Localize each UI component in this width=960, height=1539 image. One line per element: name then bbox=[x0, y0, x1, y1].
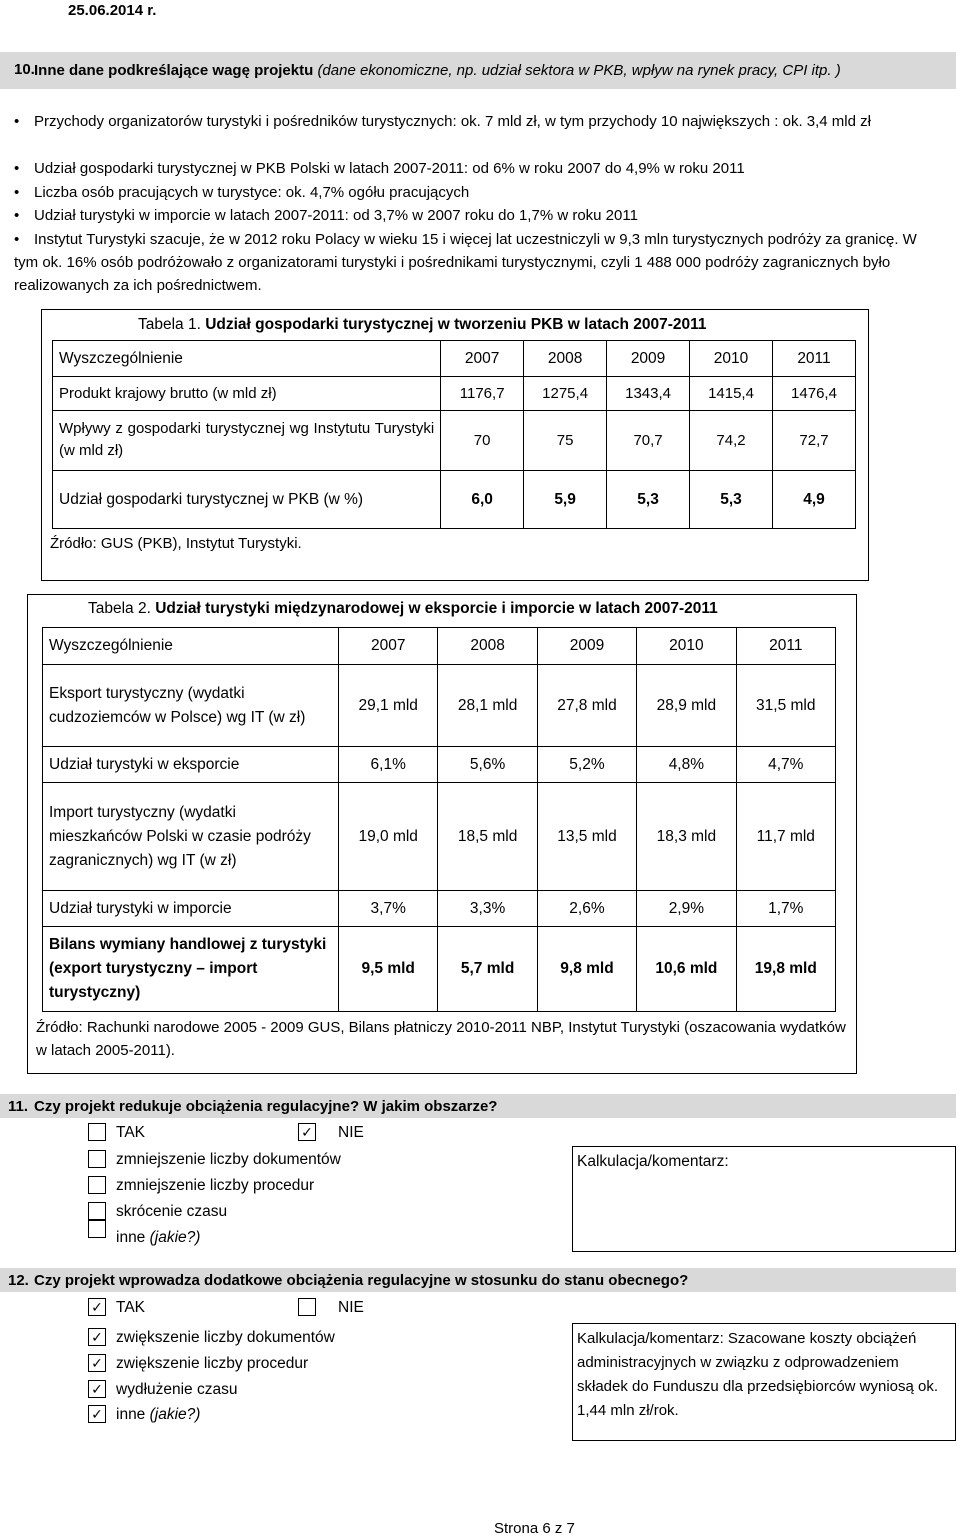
table-2-cell: 5,6% bbox=[438, 747, 537, 783]
section-12-other-italic: (jakie?) bbox=[149, 1406, 201, 1423]
section-11-number: 11. bbox=[8, 1098, 29, 1115]
section-10-title bbox=[34, 61, 934, 81]
table-2-header-label: Wyszczególnienie bbox=[43, 628, 339, 665]
bullet-5 bbox=[14, 228, 939, 297]
section-11-option-3-checkbox[interactable] bbox=[88, 1202, 106, 1220]
section-12-option-3-checkbox[interactable]: ✓ bbox=[88, 1380, 106, 1398]
table-2-caption bbox=[88, 600, 718, 618]
section-12-option-1-checkbox[interactable]: ✓ bbox=[88, 1328, 106, 1346]
table-2-row-label: Eksport turystyczny (wydatki cudzoziemców w Polsce) wg IT (w zł) bbox=[43, 665, 339, 747]
table-1-cell: 75 bbox=[524, 411, 607, 471]
table-1-cell: 70,7 bbox=[607, 411, 690, 471]
section-12-tak-checkbox[interactable]: ✓ bbox=[88, 1298, 106, 1316]
table-2-cell: 11,7 mld bbox=[736, 783, 835, 891]
bullet-4-text: Udział turystyki w imporcie w latach 2007-2011: od 3,7% w 2007 roku do 1,7% w roku 2011 bbox=[34, 207, 638, 224]
table-1-cell: 5,3 bbox=[690, 471, 773, 529]
table-1-cell: 1176,7 bbox=[441, 377, 524, 411]
section-11-tak-label: TAK bbox=[116, 1124, 145, 1141]
table-row bbox=[53, 471, 856, 529]
section-12-option-other-checkbox[interactable]: ✓ bbox=[88, 1405, 106, 1423]
bullet-dot: • bbox=[14, 160, 20, 177]
table-1-cell: 74,2 bbox=[690, 411, 773, 471]
bullet-dot: • bbox=[14, 184, 20, 201]
table-2-cell: 4,7% bbox=[736, 747, 835, 783]
table-2-row-label: Bilans wymiany handlowej z turystyki (export turystyczny – import turystyczny) bbox=[43, 927, 339, 1012]
table-1-caption-prefix: Tabela 1. bbox=[138, 316, 206, 333]
table-2-caption-text: Udział turystyki międzynarodowej w eksporcie i imporcie w latach 2007-2011 bbox=[155, 600, 718, 617]
section-12-comment-box[interactable] bbox=[572, 1323, 956, 1441]
table-row bbox=[43, 665, 836, 747]
table-2 bbox=[42, 627, 836, 1012]
bullet-4 bbox=[14, 204, 954, 227]
table-row bbox=[43, 927, 836, 1012]
section-11-other-text: inne bbox=[116, 1229, 150, 1246]
table-2-cell: 4,8% bbox=[637, 747, 736, 783]
section-12-option-3-label: wydłużenie czasu bbox=[116, 1381, 238, 1398]
section-12-option-other-label bbox=[116, 1406, 200, 1424]
table-2-cell: 5,7 mld bbox=[438, 927, 537, 1012]
bullet-3-text: Liczba osób pracujących w turystyce: ok. 4,7% ogółu pracujących bbox=[34, 184, 470, 201]
table-1-caption bbox=[138, 316, 707, 334]
table-row bbox=[43, 628, 836, 665]
table-2-cell: 28,9 mld bbox=[637, 665, 736, 747]
table-1-cell: 6,0 bbox=[441, 471, 524, 529]
section-11-nie-checkbox[interactable]: ✓ bbox=[298, 1123, 316, 1141]
bullet-dot: • bbox=[14, 113, 20, 130]
table-1-row-label: Udział gospodarki turystycznej w PKB (w %) bbox=[53, 471, 441, 529]
table-1-header-label: Wyszczególnienie bbox=[53, 341, 441, 377]
table-2-header-cell: 2007 bbox=[339, 628, 438, 665]
bullet-dot: • bbox=[14, 231, 20, 248]
section-11-option-1-checkbox[interactable] bbox=[88, 1150, 106, 1168]
section-12-nie-checkbox[interactable] bbox=[298, 1298, 316, 1316]
table-2-cell: 29,1 mld bbox=[339, 665, 438, 747]
table-1-header-cell: 2009 bbox=[607, 341, 690, 377]
section-11-nie-label: NIE bbox=[338, 1124, 364, 1141]
bullet-1-text: Przychody organizatorów turystyki i pośredników turystycznych: ok. 7 mld zł, w tym przychody 10 największych : ok. 3,4 mld zł bbox=[34, 113, 871, 130]
section-12-nie-label: NIE bbox=[338, 1299, 364, 1316]
table-2-cell: 28,1 mld bbox=[438, 665, 537, 747]
bullet-1 bbox=[14, 110, 954, 133]
table-2-cell: 1,7% bbox=[736, 891, 835, 927]
section-12-tak-label: TAK bbox=[116, 1299, 145, 1316]
table-1-row-label: Wpływy z gospodarki turystycznej wg Instytutu Turystyki (w mld zł) bbox=[53, 411, 441, 471]
table-2-header-cell: 2009 bbox=[537, 628, 636, 665]
section-11-other-italic: (jakie?) bbox=[149, 1229, 201, 1246]
table-1-cell: 1343,4 bbox=[607, 377, 690, 411]
table-row bbox=[53, 377, 856, 411]
table-2-cell: 18,3 mld bbox=[637, 783, 736, 891]
table-row bbox=[43, 783, 836, 891]
bullet-dot: • bbox=[14, 207, 20, 224]
table-1-header-cell: 2011 bbox=[772, 341, 855, 377]
table-2-cell: 19,0 mld bbox=[339, 783, 438, 891]
section-11-title: Czy projekt redukuje obciążenia regulacyjne? W jakim obszarze? bbox=[34, 1098, 498, 1115]
table-2-cell: 13,5 mld bbox=[537, 783, 636, 891]
section-10-title-italic: (dane ekonomiczne, np. udział sektora w PKB, wpływ na rynek pracy, CPI itp. ) bbox=[317, 62, 841, 79]
table-1-header-cell: 2008 bbox=[524, 341, 607, 377]
table-2-row-label: Udział turystyki w eksporcie bbox=[43, 747, 339, 783]
table-row bbox=[43, 891, 836, 927]
table-1-row-label: Produkt krajowy brutto (w mld zł) bbox=[53, 377, 441, 411]
table-2-cell: 18,5 mld bbox=[438, 783, 537, 891]
table-row bbox=[43, 747, 836, 783]
table-2-cell: 3,3% bbox=[438, 891, 537, 927]
section-12-other-text: inne bbox=[116, 1406, 150, 1423]
table-1-cell: 1275,4 bbox=[524, 377, 607, 411]
section-12-option-1-label: zwiększenie liczby dokumentów bbox=[116, 1329, 335, 1346]
table-1-header-cell: 2010 bbox=[690, 341, 773, 377]
section-10-title-text: Inne dane podkreślające wagę projektu bbox=[34, 62, 318, 79]
section-11-option-2-label: zmniejszenie liczby procedur bbox=[116, 1177, 315, 1194]
table-2-cell: 2,6% bbox=[537, 891, 636, 927]
table-2-header-cell: 2011 bbox=[736, 628, 835, 665]
table-1-cell: 1476,4 bbox=[772, 377, 855, 411]
table-1-caption-text: Udział gospodarki turystycznej w tworzeniu PKB w latach 2007-2011 bbox=[205, 316, 707, 333]
section-11-option-2-checkbox[interactable] bbox=[88, 1176, 106, 1194]
table-2-cell: 10,6 mld bbox=[637, 927, 736, 1012]
section-12-number: 12. bbox=[8, 1272, 29, 1289]
section-11-tak-checkbox[interactable] bbox=[88, 1123, 106, 1141]
table-2-cell: 3,7% bbox=[339, 891, 438, 927]
table-2-row-label: Udział turystyki w imporcie bbox=[43, 891, 339, 927]
table-1-cell: 5,3 bbox=[607, 471, 690, 529]
section-10-number: 10. bbox=[14, 61, 35, 78]
section-12-option-2-label: zwiększenie liczby procedur bbox=[116, 1355, 309, 1372]
bullet-2 bbox=[14, 157, 954, 180]
table-2-cell: 9,8 mld bbox=[537, 927, 636, 1012]
section-11-comment-box[interactable] bbox=[572, 1146, 956, 1252]
table-2-row-label: Import turystyczny (wydatki mieszkańców Polski w czasie podróży zagranicznych) wg IT (w zł) bbox=[43, 783, 339, 891]
document-date: 25.06.2014 r. bbox=[68, 2, 157, 19]
bullet-3 bbox=[14, 181, 954, 204]
page-number: Strona 6 z 7 bbox=[494, 1520, 575, 1537]
table-1-cell: 5,9 bbox=[524, 471, 607, 529]
table-2-caption-prefix: Tabela 2. bbox=[88, 600, 156, 617]
section-12-comment-text: Kalkulacja/komentarz: Szacowane koszty obciążeń administracyjnych w związku z odprowadzeniem składek do Funduszu dla przedsiębiorców wyniosą ok. 1,44 mln zł/rok. bbox=[577, 1330, 939, 1419]
section-11-comment-label: Kalkulacja/komentarz: bbox=[577, 1153, 729, 1170]
table-2-source: Źródło: Rachunki narodowe 2005 - 2009 GUS, Bilans płatniczy 2010-2011 NBP, Instytut Turystyki (oszacowania wydatków w latach 2005-2011). bbox=[36, 1019, 846, 1059]
table-1 bbox=[52, 340, 856, 529]
table-2-cell: 9,5 mld bbox=[339, 927, 438, 1012]
section-12-option-2-checkbox[interactable]: ✓ bbox=[88, 1354, 106, 1372]
table-1-header-cell: 2007 bbox=[441, 341, 524, 377]
table-1-cell: 72,7 bbox=[772, 411, 855, 471]
table-row bbox=[53, 341, 856, 377]
table-row bbox=[53, 411, 856, 471]
section-11-option-1-label: zmniejszenie liczby dokumentów bbox=[116, 1151, 341, 1168]
table-2-header-cell: 2008 bbox=[438, 628, 537, 665]
table-2-cell: 19,8 mld bbox=[736, 927, 835, 1012]
table-1-cell: 70 bbox=[441, 411, 524, 471]
table-2-cell: 31,5 mld bbox=[736, 665, 835, 747]
section-11-option-other-checkbox[interactable] bbox=[88, 1220, 106, 1238]
section-12-title: Czy projekt wprowadza dodatkowe obciążenia regulacyjne w stosunku do stanu obecnego? bbox=[34, 1272, 689, 1289]
table-1-cell: 1415,4 bbox=[690, 377, 773, 411]
table-2-cell: 2,9% bbox=[637, 891, 736, 927]
table-2-cell: 6,1% bbox=[339, 747, 438, 783]
section-11-option-3-label: skrócenie czasu bbox=[116, 1203, 228, 1220]
bullet-5-text: Instytut Turystyki szacuje, że w 2012 roku Polacy w wieku 15 i więcej lat uczestniczyli w 9,3 mln turystycznych podróży za granicę. W tym ok. 16% osób podróżowało z organizatorami turystyki i pośrednikami turystycznymi, czyli 1 488 000 podróży zagranicznych było realizowanych za ich pośrednictwem. bbox=[14, 231, 917, 294]
table-2-header-cell: 2010 bbox=[637, 628, 736, 665]
table-1-source: Źródło: GUS (PKB), Instytut Turystyki. bbox=[50, 535, 302, 552]
section-11-option-other-label bbox=[116, 1229, 200, 1247]
bullet-2-text: Udział gospodarki turystycznej w PKB Polski w latach 2007-2011: od 6% w roku 2007 do 4,9% w roku 2011 bbox=[34, 160, 745, 177]
table-1-cell: 4,9 bbox=[772, 471, 855, 529]
table-2-cell: 27,8 mld bbox=[537, 665, 636, 747]
table-2-cell: 5,2% bbox=[537, 747, 636, 783]
